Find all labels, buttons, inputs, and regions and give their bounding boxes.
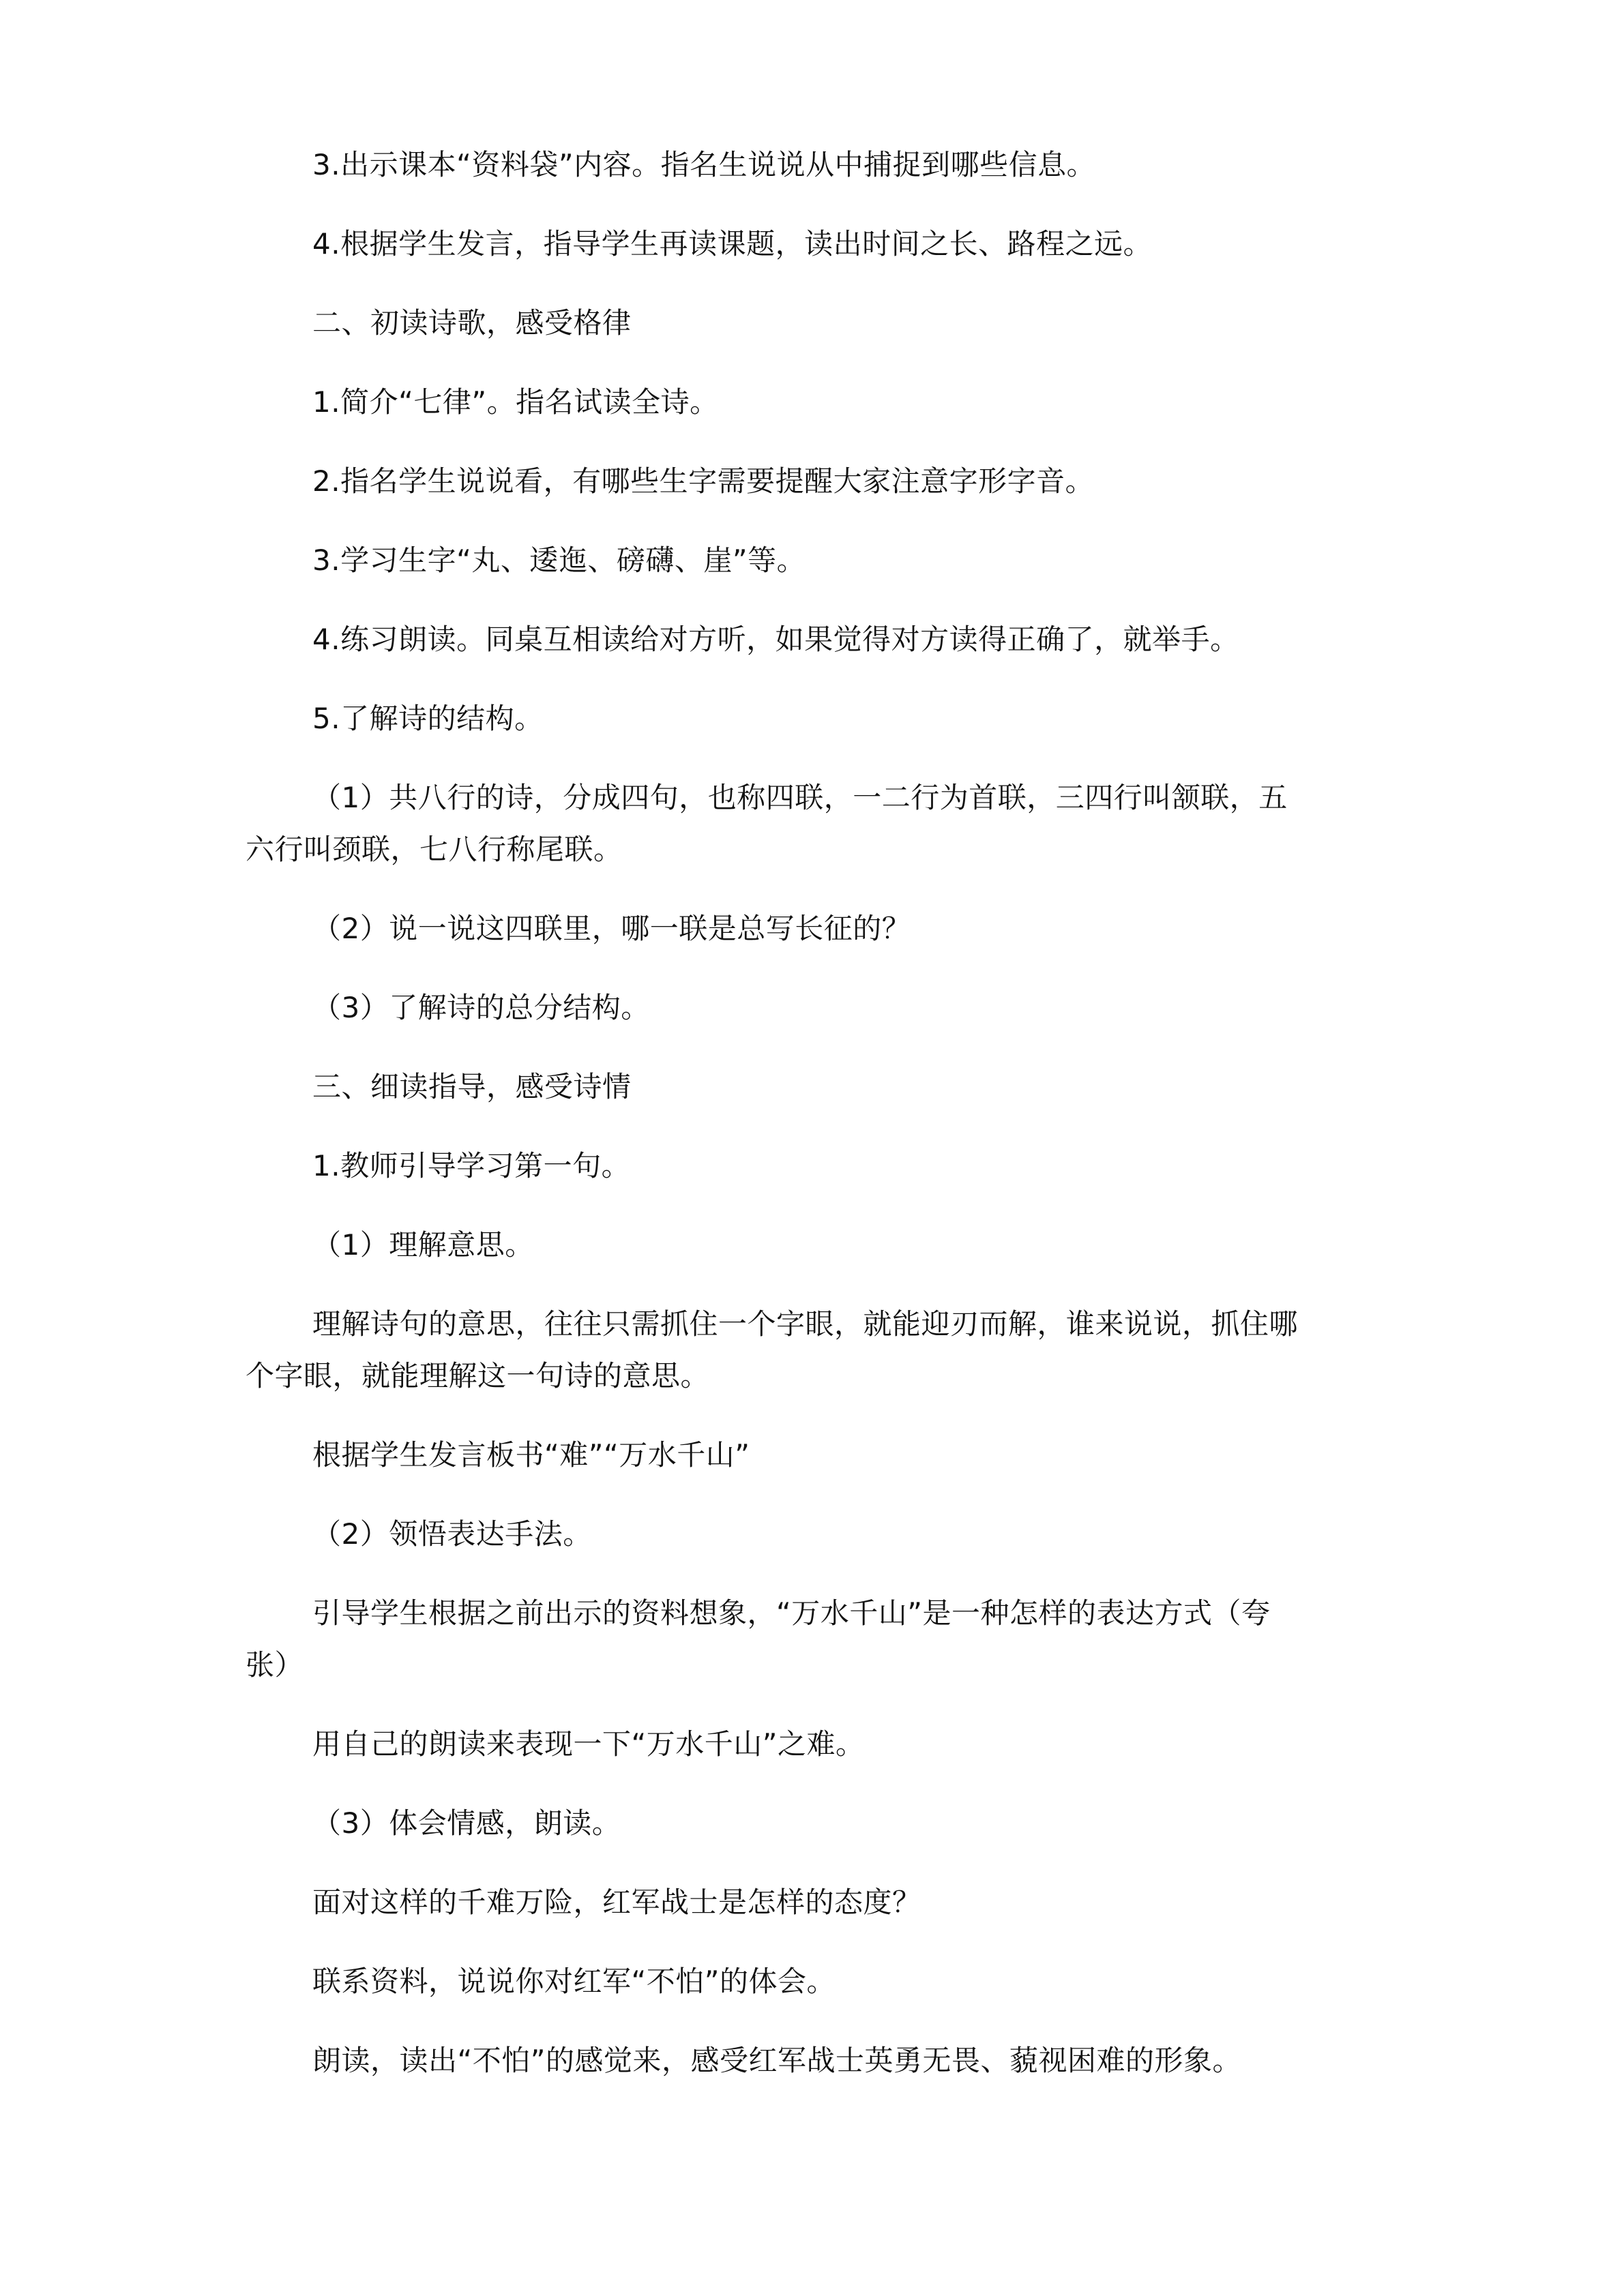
text-line: 引导学生根据之前出示的资料想象，“万水千山”是一种怎样的表达方式（夸 xyxy=(312,1596,1271,1630)
text-line: （2）领悟表达手法。 xyxy=(312,1517,592,1551)
text-line: 3.出示课本“资料袋”内容。指名生说说从中捕捉到哪些信息。 xyxy=(312,148,1096,181)
text-line: 根据学生发言板书“难”“万水千山” xyxy=(312,1438,750,1472)
text-line: 面对这样的千难万险，红军战士是怎样的态度？ xyxy=(312,1885,921,1919)
text-line: 4.根据学生发言，指导学生再读课题，读出时间之长、路程之远。 xyxy=(312,227,1153,260)
text-line: 4.练习朗读。同桌互相读给对方听，如果觉得对方读得正确了，就举手。 xyxy=(312,623,1239,656)
text-line: 3.学习生字“丸、逶迤、磅礴、崖”等。 xyxy=(312,543,806,577)
text-line: 用自己的朗读来表现一下“万水千山”之难。 xyxy=(312,1727,865,1761)
text-line: 2.指名学生说说看，有哪些生字需要提醒大家注意字形字音。 xyxy=(312,464,1095,498)
text-line: 联系资料，说说你对红军“不怕”的体会。 xyxy=(312,1965,836,1998)
text-line: （3）了解诗的总分结构。 xyxy=(312,991,650,1024)
text-line: 理解诗句的意思，往往只需抓住一个字眼，就能迎刃而解，谁来说说，抓住哪 xyxy=(312,1307,1299,1341)
text-line: 六行叫颈联，七八行称尾联。 xyxy=(246,833,623,866)
text-line: 1.简介“七律”。指名试读全诗。 xyxy=(312,385,719,419)
text-line: 5.了解诗的结构。 xyxy=(312,702,544,735)
section-heading: 三、细读指导，感受诗情 xyxy=(312,1070,632,1103)
text-line: 1.教师引导学习第一句。 xyxy=(312,1149,631,1182)
text-line: 张） xyxy=(246,1648,304,1682)
text-line: （2）说一说这四联里，哪一联是总写长征的？ xyxy=(312,912,911,945)
text-line: 个字眼，就能理解这一句诗的意思。 xyxy=(246,1359,710,1392)
text-line: （1）理解意思。 xyxy=(312,1228,534,1262)
text-line: （3）体会情感，朗读。 xyxy=(312,1806,621,1840)
section-heading: 二、初读诗歌，感受格律 xyxy=(312,306,632,340)
text-line: （1）共八行的诗，分成四句，也称四联，一二行为首联，三四行叫颔联，五 xyxy=(312,781,1288,814)
text-line: 朗读，读出“不怕”的感觉来，感受红军战士英勇无畏、藐视困难的形象。 xyxy=(312,2044,1242,2077)
